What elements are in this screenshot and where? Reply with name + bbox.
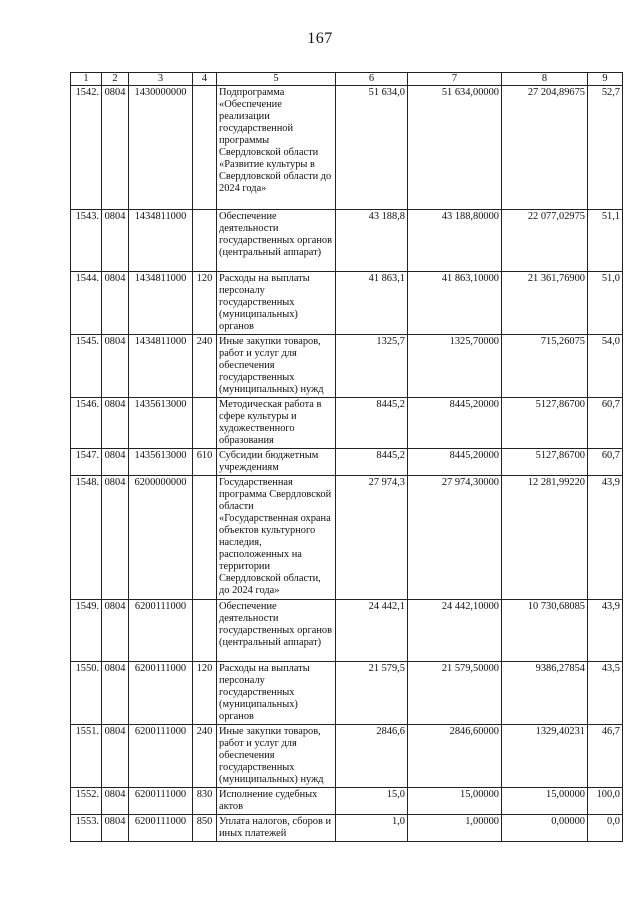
executed-amount: 27 204,89675 bbox=[502, 86, 588, 210]
column-header: 4 bbox=[193, 73, 217, 86]
execution-percent: 100,0 bbox=[588, 788, 623, 815]
section-code: 0804 bbox=[102, 815, 129, 842]
execution-percent: 54,0 bbox=[588, 335, 623, 398]
item-name: Расходы на выплаты персоналу государственных (муниципальных) органов bbox=[217, 272, 336, 335]
expense-type bbox=[193, 210, 217, 272]
approved-amount: 15,00000 bbox=[408, 788, 502, 815]
executed-amount: 10 730,68085 bbox=[502, 600, 588, 662]
approved-amount: 43 188,80000 bbox=[408, 210, 502, 272]
column-header: 6 bbox=[336, 73, 408, 86]
target-code: 6200000000 bbox=[129, 476, 193, 600]
section-code: 0804 bbox=[102, 335, 129, 398]
execution-percent: 51,1 bbox=[588, 210, 623, 272]
target-code: 1430000000 bbox=[129, 86, 193, 210]
approved-amount: 1,00000 bbox=[408, 815, 502, 842]
planned-amount: 1325,7 bbox=[336, 335, 408, 398]
execution-percent: 60,7 bbox=[588, 398, 623, 449]
table-row bbox=[71, 662, 623, 725]
column-header: 7 bbox=[408, 73, 502, 86]
section-code: 0804 bbox=[102, 725, 129, 788]
section-code: 0804 bbox=[102, 476, 129, 600]
row-number: 1549. bbox=[71, 600, 102, 662]
item-name: Подпрограмма «Обеспечение реализации государственной программы Свердловской области «Развитие культуры в Свердловской области до 2024 года» bbox=[217, 86, 336, 210]
execution-percent: 60,7 bbox=[588, 449, 623, 476]
section-code: 0804 bbox=[102, 86, 129, 210]
page-number: 167 bbox=[307, 30, 333, 47]
item-name: Уплата налогов, сборов и иных платежей bbox=[217, 815, 336, 842]
item-name: Обеспечение деятельности государственных органов (центральный аппарат) bbox=[217, 600, 336, 662]
header-row bbox=[71, 73, 623, 86]
planned-amount: 21 579,5 bbox=[336, 662, 408, 725]
section-code: 0804 bbox=[102, 449, 129, 476]
approved-amount: 8445,20000 bbox=[408, 449, 502, 476]
row-number: 1547. bbox=[71, 449, 102, 476]
planned-amount: 27 974,3 bbox=[336, 476, 408, 600]
executed-amount: 15,00000 bbox=[502, 788, 588, 815]
column-header: 8 bbox=[502, 73, 588, 86]
planned-amount: 8445,2 bbox=[336, 398, 408, 449]
row-number: 1552. bbox=[71, 788, 102, 815]
row-number: 1546. bbox=[71, 398, 102, 449]
expense-type bbox=[193, 600, 217, 662]
expense-type: 850 bbox=[193, 815, 217, 842]
row-number: 1542. bbox=[71, 86, 102, 210]
expense-type: 120 bbox=[193, 272, 217, 335]
column-header: 9 bbox=[588, 73, 623, 86]
executed-amount: 1329,40231 bbox=[502, 725, 588, 788]
approved-amount: 27 974,30000 bbox=[408, 476, 502, 600]
target-code: 6200111000 bbox=[129, 600, 193, 662]
executed-amount: 0,00000 bbox=[502, 815, 588, 842]
target-code: 1435613000 bbox=[129, 449, 193, 476]
execution-percent: 51,0 bbox=[588, 272, 623, 335]
row-number: 1550. bbox=[71, 662, 102, 725]
approved-amount: 8445,20000 bbox=[408, 398, 502, 449]
expense-type: 610 bbox=[193, 449, 217, 476]
execution-percent: 46,7 bbox=[588, 725, 623, 788]
column-header: 2 bbox=[102, 73, 129, 86]
row-number: 1543. bbox=[71, 210, 102, 272]
section-code: 0804 bbox=[102, 210, 129, 272]
item-name: Государственная программа Свердловской области «Государственная охрана объектов культурного наследия, расположенных на территории Свердловской области, до 2024 года» bbox=[217, 476, 336, 600]
table-row bbox=[71, 815, 623, 842]
target-code: 6200111000 bbox=[129, 725, 193, 788]
item-name: Расходы на выплаты персоналу государственных (муниципальных) органов bbox=[217, 662, 336, 725]
expense-type bbox=[193, 476, 217, 600]
row-number: 1548. bbox=[71, 476, 102, 600]
table-row bbox=[71, 476, 623, 600]
planned-amount: 8445,2 bbox=[336, 449, 408, 476]
expense-type: 240 bbox=[193, 725, 217, 788]
target-code: 6200111000 bbox=[129, 662, 193, 725]
table-row bbox=[71, 272, 623, 335]
planned-amount: 43 188,8 bbox=[336, 210, 408, 272]
section-code: 0804 bbox=[102, 662, 129, 725]
executed-amount: 715,26075 bbox=[502, 335, 588, 398]
item-name: Методическая работа в сфере культуры и художественного образования bbox=[217, 398, 336, 449]
column-header: 1 bbox=[71, 73, 102, 86]
execution-percent: 52,7 bbox=[588, 86, 623, 210]
expense-type: 240 bbox=[193, 335, 217, 398]
section-code: 0804 bbox=[102, 272, 129, 335]
approved-amount: 2846,60000 bbox=[408, 725, 502, 788]
target-code: 6200111000 bbox=[129, 788, 193, 815]
planned-amount: 24 442,1 bbox=[336, 600, 408, 662]
table-row bbox=[71, 210, 623, 272]
target-code: 1435613000 bbox=[129, 398, 193, 449]
execution-percent: 43,9 bbox=[588, 476, 623, 600]
item-name: Иные закупки товаров, работ и услуг для обеспечения государственных (муниципальных) нужд bbox=[217, 725, 336, 788]
approved-amount: 21 579,50000 bbox=[408, 662, 502, 725]
executed-amount: 12 281,99220 bbox=[502, 476, 588, 600]
execution-percent: 43,5 bbox=[588, 662, 623, 725]
executed-amount: 9386,27854 bbox=[502, 662, 588, 725]
approved-amount: 1325,70000 bbox=[408, 335, 502, 398]
expense-type: 830 bbox=[193, 788, 217, 815]
row-number: 1545. bbox=[71, 335, 102, 398]
row-number: 1553. bbox=[71, 815, 102, 842]
expense-type bbox=[193, 398, 217, 449]
table-row bbox=[71, 788, 623, 815]
budget-table bbox=[70, 72, 623, 842]
item-name: Обеспечение деятельности государственных органов (центральный аппарат) bbox=[217, 210, 336, 272]
approved-amount: 51 634,00000 bbox=[408, 86, 502, 210]
expense-type: 120 bbox=[193, 662, 217, 725]
expense-type bbox=[193, 86, 217, 210]
target-code: 6200111000 bbox=[129, 815, 193, 842]
planned-amount: 1,0 bbox=[336, 815, 408, 842]
executed-amount: 5127,86700 bbox=[502, 398, 588, 449]
table-row bbox=[71, 725, 623, 788]
item-name: Субсидии бюджетным учреждениям bbox=[217, 449, 336, 476]
section-code: 0804 bbox=[102, 600, 129, 662]
target-code: 1434811000 bbox=[129, 335, 193, 398]
execution-percent: 43,9 bbox=[588, 600, 623, 662]
planned-amount: 51 634,0 bbox=[336, 86, 408, 210]
row-number: 1551. bbox=[71, 725, 102, 788]
target-code: 1434811000 bbox=[129, 210, 193, 272]
section-code: 0804 bbox=[102, 788, 129, 815]
column-header: 5 bbox=[217, 73, 336, 86]
row-number: 1544. bbox=[71, 272, 102, 335]
target-code: 1434811000 bbox=[129, 272, 193, 335]
approved-amount: 41 863,10000 bbox=[408, 272, 502, 335]
item-name: Исполнение судебных актов bbox=[217, 788, 336, 815]
executed-amount: 21 361,76900 bbox=[502, 272, 588, 335]
section-code: 0804 bbox=[102, 398, 129, 449]
executed-amount: 5127,86700 bbox=[502, 449, 588, 476]
execution-percent: 0,0 bbox=[588, 815, 623, 842]
table-row bbox=[71, 600, 623, 662]
planned-amount: 41 863,1 bbox=[336, 272, 408, 335]
planned-amount: 15,0 bbox=[336, 788, 408, 815]
table-row bbox=[71, 449, 623, 476]
item-name: Иные закупки товаров, работ и услуг для обеспечения государственных (муниципальных) нужд bbox=[217, 335, 336, 398]
approved-amount: 24 442,10000 bbox=[408, 600, 502, 662]
planned-amount: 2846,6 bbox=[336, 725, 408, 788]
table-row bbox=[71, 86, 623, 210]
table-row bbox=[71, 398, 623, 449]
table-row bbox=[71, 335, 623, 398]
executed-amount: 22 077,02975 bbox=[502, 210, 588, 272]
column-header: 3 bbox=[129, 73, 193, 86]
